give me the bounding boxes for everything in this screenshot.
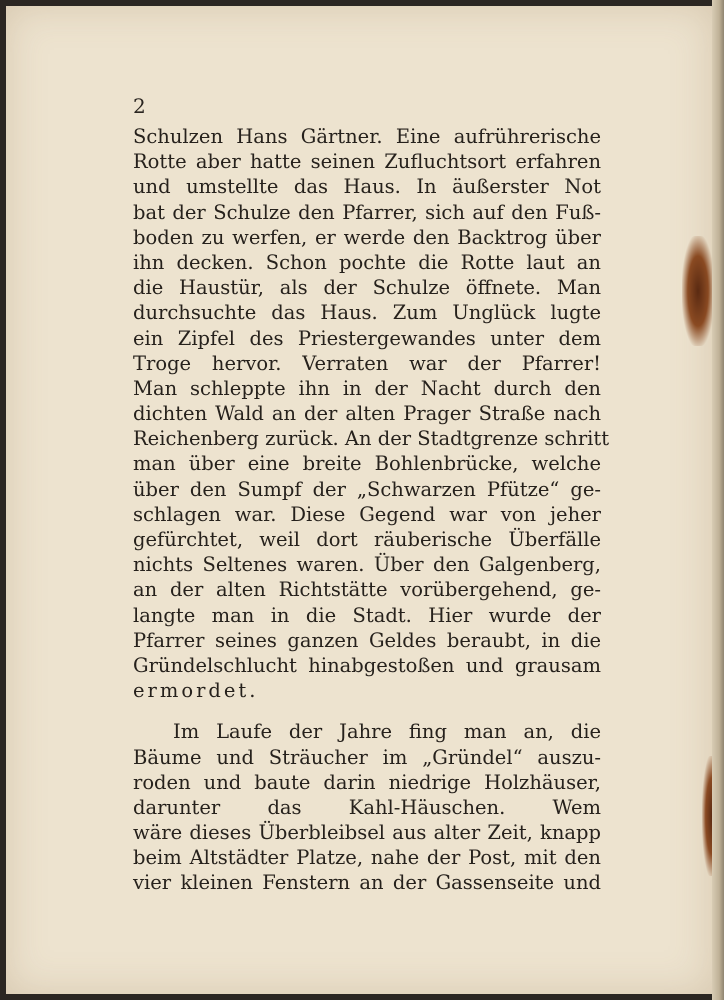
- text-line: Rotte aber hatte seinen Zufluchtsort erfahren: [133, 150, 601, 174]
- text-line: nichts Seltenes waren. Über den Galgenberg,: [133, 553, 601, 577]
- text-line: gefürchtet, weil dort räuberische Überfälle: [133, 528, 601, 551]
- text-line: an der alten Richtstätte vorübergehend, ge-: [133, 578, 601, 602]
- paragraph-gap: [133, 703, 601, 719]
- rust-stain-top: [682, 236, 714, 346]
- text-line: Reichenberg zurück. An der Stadtgrenze schritt: [133, 427, 610, 451]
- text-line: Gründelschlucht hinabgestoßen und grausam: [133, 653, 601, 677]
- text-line: vier kleinen Fenstern an der Gassenseite und: [133, 871, 601, 895]
- text-line: Pfarrer seines ganzen Geldes beraubt, in die: [133, 628, 601, 652]
- body-text: [133, 124, 610, 896]
- text-line: Bäume und Sträucher im „Gründel“ auszu-: [133, 745, 601, 769]
- text-line: bat der Schulze den Pfarrer, sich auf den Fuß-: [133, 200, 601, 224]
- text-line: durchsuchte das Haus. Zum Unglück lugte: [133, 301, 601, 325]
- text-line: Im Laufe der Jahre fing man an, die: [173, 720, 601, 744]
- text-line: Schulzen Hans Gärtner. Eine aufrührerische: [133, 125, 601, 148]
- text-line: über den Sumpf der „Schwarzen Pfütze“ ge-: [133, 477, 601, 501]
- page-number: 2: [133, 94, 146, 118]
- text-line: Troge hervor. Verraten war der Pfarrer!: [133, 351, 601, 375]
- text-line: ihn decken. Schon pochte die Rotte laut an: [133, 250, 601, 274]
- text-line: langte man in die Stadt. Hier wurde der: [133, 603, 601, 627]
- text-line: ermordet.: [133, 679, 259, 703]
- page-edge: [712, 0, 724, 1000]
- text-line: man über eine breite Bohlenbrücke, welche: [133, 452, 601, 476]
- text-line: dichten Wald an der alten Prager Straße nach: [133, 402, 601, 426]
- text-line: wäre dieses Überbleibsel aus alter Zeit, knapp: [133, 821, 601, 845]
- text-line: schlagen war. Diese Gegend war von jeher: [133, 502, 601, 526]
- text-line: boden zu werfen, er werde den Backtrog über: [133, 225, 601, 249]
- text-line: Man schleppte ihn in der Nacht durch den: [133, 376, 601, 400]
- text-line: darunter das Kahl-Häuschen. Wem: [133, 795, 601, 819]
- text-line: und umstellte das Haus. In äußerster Not: [133, 175, 601, 199]
- text-line: ein Zipfel des Priestergewandes unter dem: [133, 326, 601, 350]
- text-line: roden und baute darin niedrige Holzhäuser,: [133, 770, 601, 794]
- text-line: beim Altstädter Platze, nahe der Post, mit den: [133, 846, 601, 870]
- text-line: die Haustür, als der Schulze öffnete. Man: [133, 276, 601, 300]
